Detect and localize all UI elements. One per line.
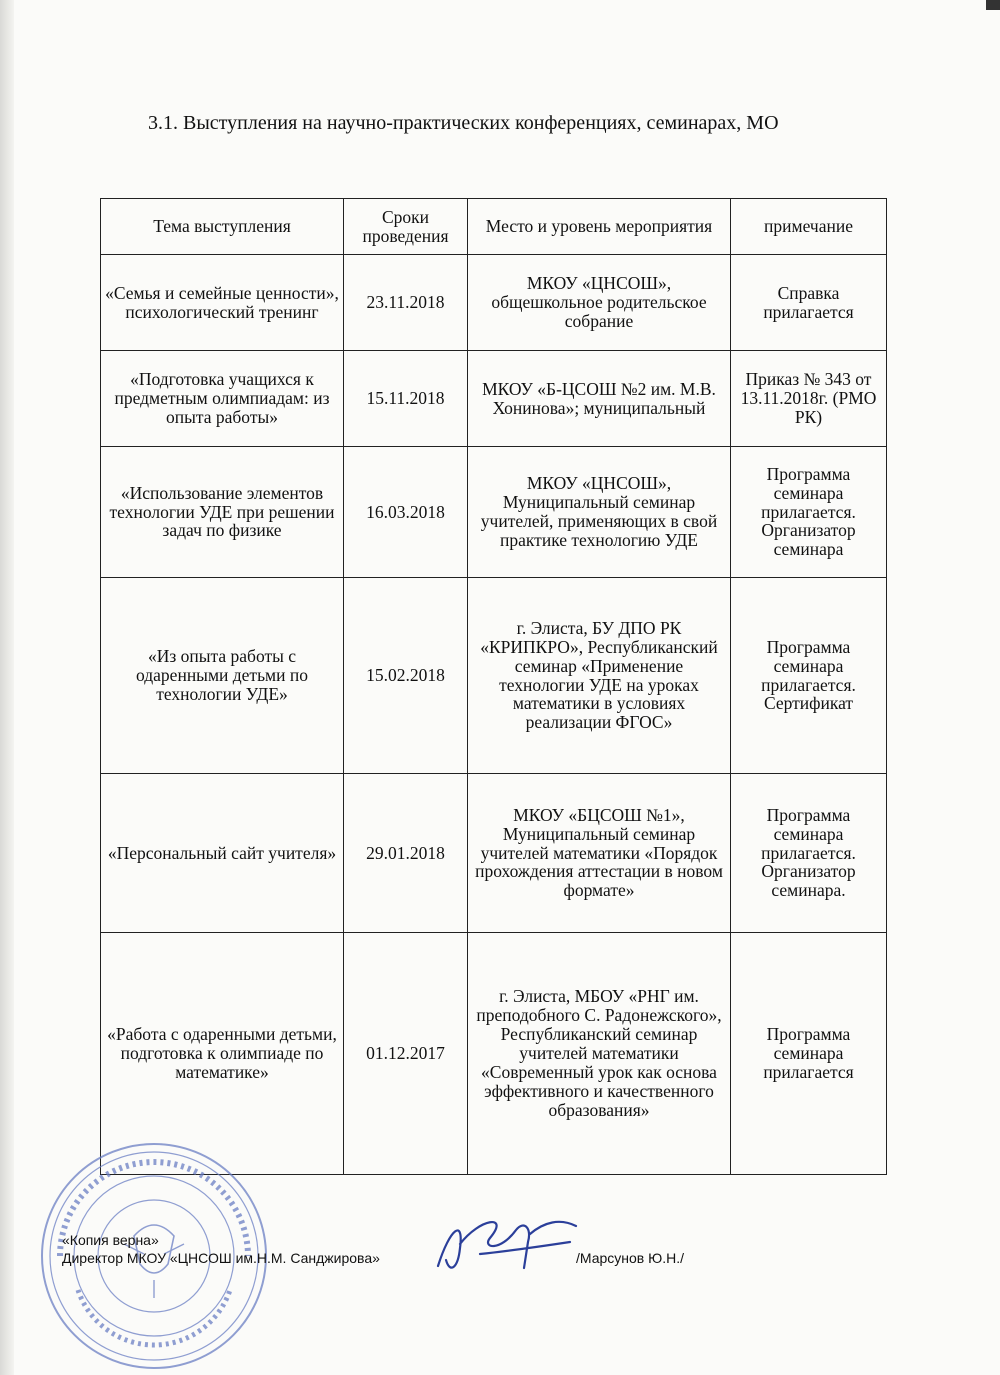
- cell-note: Программа семинара прилагается. Сертификат: [731, 578, 887, 774]
- cell-date: 01.12.2017: [344, 933, 468, 1175]
- table-row: [101, 351, 887, 447]
- cell-date: 16.03.2018: [344, 447, 468, 578]
- header-place: Место и уровень мероприятия: [468, 199, 731, 255]
- cell-place: МКОУ «БЦСОШ №1», Муниципальный семинар учителей математики «Порядок прохождения аттестации в новом формате»: [468, 774, 731, 933]
- table-row: [101, 933, 887, 1175]
- cell-topic: «Персональный сайт учителя»: [101, 774, 344, 933]
- cell-date: 23.11.2018: [344, 255, 468, 351]
- cell-topic: «Работа с одаренными детьми, подготовка к олимпиаде по математике»: [101, 933, 344, 1175]
- speeches-table: [100, 198, 887, 1175]
- header-date: Сроки проведения: [344, 199, 468, 255]
- cell-date: 15.02.2018: [344, 578, 468, 774]
- copy-note: «Копия верна»: [62, 1232, 159, 1248]
- cell-note: Программа семинара прилагается. Организатор семинара: [731, 447, 887, 578]
- table-row: [101, 447, 887, 578]
- cell-place: г. Элиста, МБОУ «РНГ им. преподобного С. Радонежского», Республиканский семинар учителей математики «Современный урок как основа эффективного и качественного образования»: [468, 933, 731, 1175]
- cell-date: 15.11.2018: [344, 351, 468, 447]
- scan-edge: [0, 0, 14, 1375]
- cell-topic: «Из опыта работы с одаренными детьми по технологии УДЕ»: [101, 578, 344, 774]
- cell-place: МКОУ «ЦНСОШ», общешкольное родительское собрание: [468, 255, 731, 351]
- director-signature: [420, 1208, 580, 1280]
- section-title: 3.1. Выступления на научно-практических конференциях, семинарах, МО: [148, 112, 779, 134]
- table-row: [101, 774, 887, 933]
- cell-place: г. Элиста, БУ ДПО РК «КРИПКРО», Республиканский семинар «Применение технологии УДЕ на уроках математики в условиях реализации ФГОС»: [468, 578, 731, 774]
- cell-place: МКОУ «Б-ЦСОШ №2 им. М.В. Хонинова»; муниципальный: [468, 351, 731, 447]
- table-row: [101, 578, 887, 774]
- header-topic: Тема выступления: [101, 199, 344, 255]
- header-note: примечание: [731, 199, 887, 255]
- cell-topic: «Использование элементов технологии УДЕ при решении задач по физике: [101, 447, 344, 578]
- cell-note: Приказ № 343 от 13.11.2018г. (РМО РК): [731, 351, 887, 447]
- cell-note: Программа семинара прилагается: [731, 933, 887, 1175]
- cell-topic: «Семья и семейные ценности», психологический тренинг: [101, 255, 344, 351]
- table-row: [101, 255, 887, 351]
- scan-corner-mark: [986, 0, 1000, 10]
- table-header-row: [101, 199, 887, 255]
- cell-date: 29.01.2018: [344, 774, 468, 933]
- director-name: /Марсунов Ю.Н./: [576, 1250, 685, 1266]
- cell-note: Справка прилагается: [731, 255, 887, 351]
- cell-topic: «Подготовка учащихся к предметным олимпиадам: из опыта работы»: [101, 351, 344, 447]
- cell-place: МКОУ «ЦНСОШ», Муниципальный семинар учителей, применяющих в свой практике технологию УДЕ: [468, 447, 731, 578]
- director-title: Директор МКОУ «ЦНСОШ им.Н.М. Санджирова»: [62, 1250, 380, 1266]
- cell-note: Программа семинара прилагается. Организатор семинара.: [731, 774, 887, 933]
